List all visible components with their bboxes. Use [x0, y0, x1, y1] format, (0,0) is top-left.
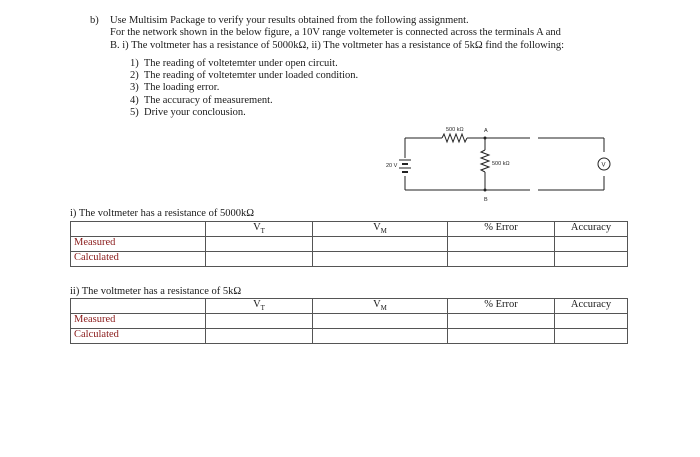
row-label-measured: Measured	[71, 237, 206, 252]
circuit-diagram	[380, 122, 640, 212]
table-cell[interactable]	[448, 329, 555, 344]
table-row	[71, 314, 628, 329]
table-header-error: % Error	[448, 299, 555, 314]
question-line-1: Use Multisim Package to verify your results obtained from the following assignment.	[110, 15, 469, 26]
table-header-vt: $V_T$	[206, 222, 313, 237]
task-item: 4) The accuracy of measurement.	[130, 94, 273, 106]
table-row	[71, 329, 628, 344]
table-cell[interactable]	[206, 252, 313, 267]
table-cell[interactable]	[206, 237, 313, 252]
node-b-label: B	[484, 197, 488, 203]
table-cell[interactable]	[313, 237, 448, 252]
resistor-r1	[442, 134, 467, 142]
task-item: 2) The reading of voltetemter under loaded condition.	[130, 70, 359, 82]
table-cell[interactable]	[555, 237, 628, 252]
table-cell[interactable]	[555, 252, 628, 267]
row-label-calculated: Calculated	[71, 252, 206, 267]
node-dot	[484, 189, 487, 192]
meter-letter: V	[601, 162, 606, 169]
table1-caption: i) The voltmeter has a resistance of 5000kΩ	[70, 208, 255, 219]
table-cell[interactable]	[448, 237, 555, 252]
task-list	[130, 58, 358, 119]
resistor-r2	[481, 150, 489, 172]
table-header-accuracy: Accuracy	[555, 222, 628, 237]
table-header-row	[71, 299, 628, 314]
table-header-vm: $V_M$	[313, 222, 448, 237]
table-cell[interactable]	[313, 252, 448, 267]
table2-caption: ii) The voltmeter has a resistance of 5kΩ	[70, 286, 242, 297]
source-label: 20 V	[386, 163, 398, 169]
table-row	[71, 237, 628, 252]
table-header-cell	[71, 299, 206, 314]
table-cell[interactable]	[206, 314, 313, 329]
table-cell[interactable]	[206, 329, 313, 344]
r2-label: 500 kΩ	[492, 161, 510, 167]
task-item: 1) The reading of voltetemter under open circuit.	[130, 58, 338, 69]
table-cell[interactable]	[313, 329, 448, 344]
table-cell[interactable]	[313, 314, 448, 329]
table-header-row	[71, 222, 628, 237]
question-line-2: For the network shown in the below figure, a 10V range voltemeter is connected across the terminals A and	[110, 27, 561, 38]
task-item: 3) The loading error.	[130, 82, 220, 94]
table-header-vt: $V_T$	[206, 299, 313, 314]
table-cell[interactable]	[555, 314, 628, 329]
table-cell[interactable]	[448, 252, 555, 267]
table-header-error: % Error	[448, 222, 555, 237]
table-header-vm: $V_M$	[313, 299, 448, 314]
table-cell[interactable]	[448, 314, 555, 329]
results-table-2	[70, 298, 628, 344]
table-cell[interactable]	[555, 329, 628, 344]
node-a-label: A	[484, 128, 488, 134]
row-label-calculated: Calculated	[71, 329, 206, 344]
row-label-measured: Measured	[71, 314, 206, 329]
node-dot	[484, 137, 487, 140]
task-item: 5) Drive your conclousion.	[130, 106, 246, 118]
question-marker: b)	[90, 15, 99, 26]
r1-label: 500 kΩ	[446, 127, 464, 133]
results-table-1	[70, 221, 628, 267]
table-header-cell	[71, 222, 206, 237]
battery-source	[399, 160, 411, 172]
table-row	[71, 252, 628, 267]
table-header-accuracy: Accuracy	[555, 299, 628, 314]
question-line-3: B. i) The voltmeter has a resistance of 5000kΩ, ii) The voltmeter has a resistance of 5kΩ find the following:	[110, 40, 565, 51]
